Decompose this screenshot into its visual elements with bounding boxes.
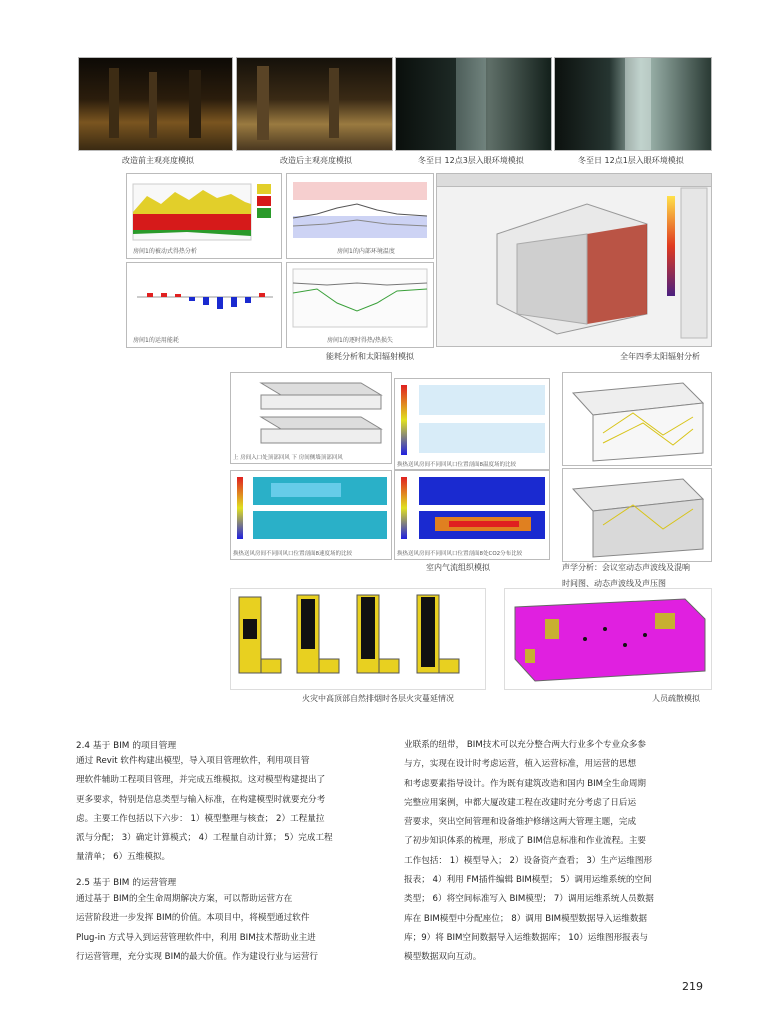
text-line: 库；9）将 BIM空间数据导入运维数据库； 10）运维图形报表与	[404, 932, 648, 943]
solar-radiation-graphic	[437, 174, 711, 346]
text-line: 完整应用案例，申都大厦改建工程在改建时充分考虑了日后运	[404, 797, 637, 808]
render-floor1	[554, 57, 712, 151]
airflow-co2	[394, 470, 550, 560]
text-line: 与方，实现在设计时考虑运营，植入运营标准，用运营的思想	[404, 759, 637, 770]
section-heading-2-5: 2.5 基于 BIM 的运营管理	[76, 878, 177, 888]
co2-field-graphic	[395, 471, 549, 559]
text-line: 工作包括： 1）模型导入； 2）设备资产查看； 3）生产运维图形	[404, 855, 653, 866]
acoustic-model-2	[562, 468, 712, 562]
text-line: 模型数据双向互动。	[404, 952, 482, 963]
velocity-field-graphic	[395, 379, 549, 469]
caption-render-before: 改造前主观亮度模拟	[122, 156, 194, 165]
label-room-models: 上 房间入口处顶部回风 下 房间侧墙顶部回风	[233, 455, 343, 461]
text-line: Plug-in 方式导入到运营管理软件中，利用 BIM技术帮助业主进	[76, 932, 316, 943]
fire-smoke-simulation	[230, 588, 486, 690]
caption-render-floor3: 冬至日 12点3层入眼环境模拟	[418, 156, 524, 165]
fire-smoke-graphic	[231, 589, 485, 689]
section-heading-2-4: 2.4 基于 BIM 的项目管理	[76, 741, 177, 751]
left-paragraph-1	[76, 752, 333, 868]
airflow-room-models	[230, 372, 392, 464]
caption-render-floor1: 冬至日 12点1层入眼环境模拟	[578, 156, 684, 165]
chart-passive-heat	[126, 173, 282, 259]
render-before	[78, 57, 233, 151]
solar-radiation-model	[436, 173, 712, 347]
caption-airflow: 室内气流组织模拟	[426, 563, 490, 572]
room-models-graphic	[231, 373, 391, 463]
text-line: 运营阶段进一步发挥 BIM的价值。本项目中，将模型通过软件	[76, 913, 310, 924]
evacuation-graphic	[505, 589, 711, 689]
text-line: 理软件辅助工程项目管理，并完成五维模拟。这对模型构建提出了	[76, 775, 326, 786]
caption-acoustic-1: 声学分析：会议室动态声波线及混响	[562, 563, 690, 572]
text-line: 业联系的纽带， BIM技术可以充分整合两大行业多个专业众多参	[404, 740, 647, 750]
label-co2: 换热送风房间不同回风口位置剖面8处CO2分布比较	[397, 551, 523, 557]
text-line: 营要求，突出空间管理和设备维护修缮这两大管理主题，完成	[404, 817, 637, 828]
label-hourly-heat: 房间1的逐时得热/热损失	[327, 337, 393, 344]
left-paragraph-2	[76, 890, 318, 967]
label-temp-1: 换热送风房间不同回风口位置剖面8速度场的比较	[233, 551, 353, 557]
text-line: 更多要求，特别是信息类型与输入标准，在构建模型时就要充分考	[76, 794, 326, 805]
render-after	[236, 57, 393, 151]
text-line: 量清单； 6）五维模拟。	[76, 852, 171, 863]
chart-energy-use	[126, 262, 282, 348]
label-velocity-1: 换热送风房间不同回风口位置剖面8温度场的比较	[397, 462, 517, 468]
chart-indoor-temp	[286, 173, 434, 259]
text-line: 虑。主要工作包括以下六步： 1）模型整理与核查； 2）工程量拉	[76, 813, 325, 824]
caption-render-after: 改造后主观亮度模拟	[280, 156, 352, 165]
label-energy-use: 房间1的运用能耗	[133, 337, 179, 344]
caption-energy-solar: 能耗分析和太阳辐射模拟	[326, 352, 414, 361]
temp-field-graphic	[231, 471, 391, 559]
text-line: 通过 Revit 软件构建出模型，导入项目管理软件，利用项目管	[76, 756, 310, 766]
label-passive-heat: 房间1的被动式得热分析	[133, 248, 197, 255]
text-line: 派与分配； 3）确定计算模式； 4）工程量自动计算； 5）完成工程	[76, 833, 333, 844]
evacuation-simulation	[504, 588, 712, 690]
caption-acoustic-2: 时间图、动态声波线及声压图	[562, 579, 666, 588]
caption-seasonal-solar: 全年四季太阳辐射分析	[620, 352, 700, 361]
text-line: 报表； 4）利用 FM插件编辑 BIM模型； 5）调用运维系统的空间	[404, 875, 652, 886]
label-indoor-temp: 房间1的内部环境温度	[337, 248, 395, 255]
airflow-temp-1	[230, 470, 392, 560]
text-line: 库在 BIM模型中分配座位； 8）调用 BIM模型数据导入运维数据	[404, 913, 648, 924]
acoustic-graphic-1	[563, 373, 711, 465]
text-line: 行运营管理，充分实现 BIM的最大价值。作为建设行业与运营行	[76, 951, 319, 962]
render-floor3	[395, 57, 552, 151]
text-line: 和考虑要素指导设计。作为既有建筑改造和国内 BIM全生命周期	[404, 778, 647, 789]
text-line: 类型； 6）将空间标准写入 BIM模型； 7）调用运维系统人员数据	[404, 894, 654, 905]
page-number: 219	[682, 980, 703, 993]
chart-hourly-heat	[286, 262, 434, 348]
acoustic-model-1	[562, 372, 712, 466]
right-paragraph	[404, 736, 654, 968]
caption-evacuation: 人员疏散模拟	[652, 694, 700, 703]
airflow-velocity-1	[394, 378, 550, 470]
caption-fire: 火灾中高顶部自然排烟时各层火灾蔓延情况	[302, 694, 454, 703]
acoustic-graphic-2	[563, 469, 711, 561]
text-line: 通过基于 BIM的全生命周期解决方案，可以帮助运营方在	[76, 894, 293, 904]
text-line: 了初步知识体系的梳理，形成了 BIM信息标准和作业流程。主要	[404, 836, 647, 847]
